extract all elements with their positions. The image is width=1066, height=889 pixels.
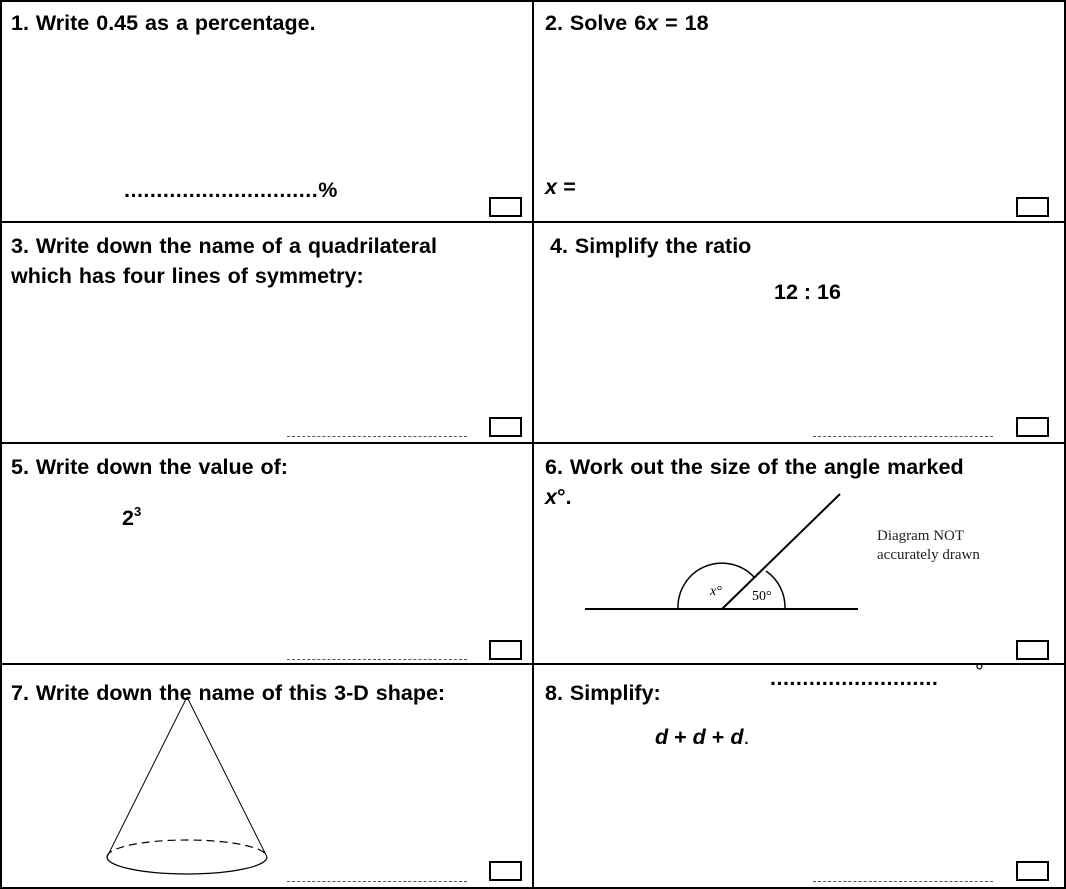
question-5-base: 2 bbox=[122, 506, 134, 530]
question-5-mark-box bbox=[489, 640, 522, 660]
question-5-power bbox=[122, 497, 141, 533]
angle-diagram bbox=[533, 443, 1066, 664]
question-2-text-suffix: = 18 bbox=[658, 11, 709, 35]
question-7-text: 7. Write down the name of this 3-D shape: bbox=[11, 681, 446, 705]
question-3-line-1: 3. Write down the name of a quadrilateral bbox=[11, 234, 437, 258]
question-4-cell bbox=[533, 222, 1066, 443]
expr-d-1: d bbox=[655, 725, 669, 749]
question-6-line-2-suffix: °. bbox=[556, 485, 572, 509]
question-4-ratio: 12 : 16 bbox=[774, 280, 841, 304]
question-7-mark-box bbox=[489, 861, 522, 881]
question-2-answer-label[interactable]: x = bbox=[545, 175, 576, 199]
question-8-expression bbox=[655, 722, 749, 752]
question-8-text: 8. Simplify: bbox=[545, 681, 661, 705]
expr-end: . bbox=[743, 725, 750, 749]
angle-x-label: x° bbox=[710, 584, 722, 599]
question-3-line-2: which has four lines of symmetry: bbox=[11, 264, 364, 288]
expr-d-3: d bbox=[730, 725, 744, 749]
question-5-cell bbox=[0, 443, 533, 664]
question-8-mark-box bbox=[1016, 861, 1049, 881]
question-1-cell bbox=[0, 0, 533, 222]
question-5-text: 5. Write down the value of: bbox=[11, 455, 288, 479]
question-6-answer-line[interactable]: .......................... bbox=[770, 666, 939, 690]
expr-plus-2: + bbox=[705, 725, 731, 749]
question-1-answer-line[interactable]: ..............................% bbox=[124, 178, 338, 202]
question-4-answer-line[interactable] bbox=[813, 436, 993, 437]
question-3-mark-box bbox=[489, 417, 522, 437]
degree-symbol: ° bbox=[975, 659, 984, 684]
question-2-text bbox=[545, 8, 709, 38]
question-1-text: 1. Write 0.45 as a percentage. bbox=[11, 11, 316, 35]
question-1-mark-box bbox=[489, 197, 522, 217]
question-6-cell bbox=[533, 443, 1066, 664]
question-2-mark-box bbox=[1016, 197, 1049, 217]
question-6-line-1: 6. Work out the size of the angle marked bbox=[545, 455, 964, 479]
question-2-text-prefix: 2. Solve 6 bbox=[545, 11, 647, 35]
expr-plus-1: + bbox=[668, 725, 693, 749]
question-7-cell bbox=[0, 664, 533, 889]
diagram-note-line-1: Diagram NOT bbox=[877, 528, 965, 544]
question-8-answer-line[interactable] bbox=[813, 881, 993, 882]
question-4-text: 4. Simplify the ratio bbox=[550, 234, 752, 258]
question-7-answer-line[interactable] bbox=[287, 881, 467, 882]
question-6-mark-box bbox=[1016, 640, 1049, 660]
question-2-cell bbox=[533, 0, 1066, 222]
question-8-cell bbox=[533, 659, 1066, 889]
question-3-cell bbox=[0, 222, 533, 443]
angle-50-label: 50° bbox=[752, 589, 772, 604]
question-6-variable: x bbox=[545, 485, 557, 509]
question-5-exponent: 3 bbox=[133, 504, 142, 519]
question-4-mark-box bbox=[1016, 417, 1049, 437]
question-2-variable: x bbox=[646, 11, 659, 35]
question-5-answer-line[interactable] bbox=[287, 659, 467, 660]
diagram-note-line-2: accurately drawn bbox=[877, 547, 980, 563]
expr-d-2: d bbox=[692, 725, 706, 749]
question-3-answer-line[interactable] bbox=[287, 436, 467, 437]
